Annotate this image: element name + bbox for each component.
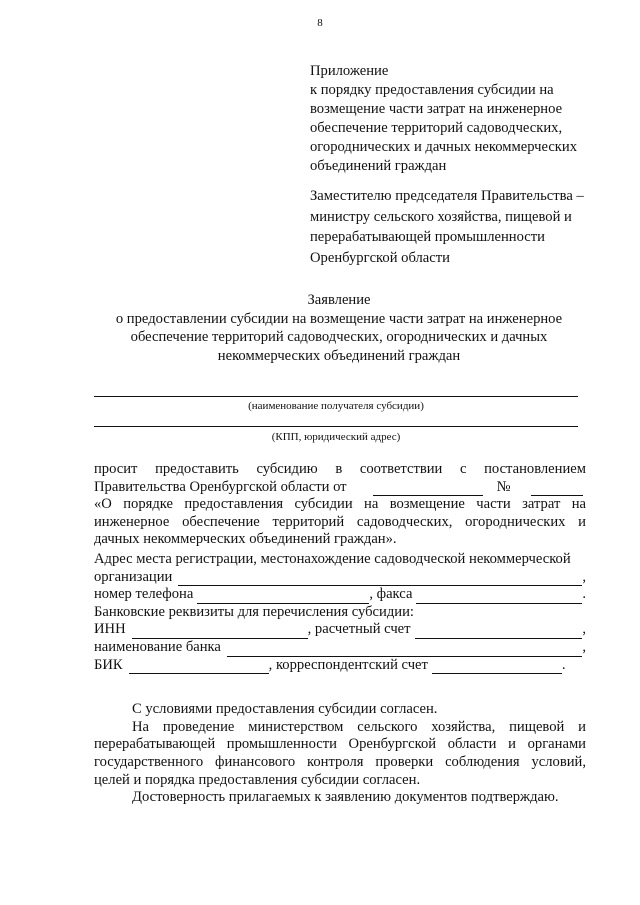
request-line: «О порядке предоставления субсидии на возмещение части затрат на [94,496,586,513]
corr-account-field[interactable] [432,660,562,674]
number-sign: № [496,478,511,495]
request-line: дачных некоммерческих объединений граждан». [94,531,397,548]
kpp-address-field[interactable] [94,426,578,427]
documents-confirmation: Достоверность прилагаемых к заявлению документов подтверждаю. [132,789,559,806]
comma: , [582,621,586,638]
period: . [561,656,566,673]
organization-row [94,569,586,587]
bik-label: БИК [94,656,123,673]
bank-header: Банковские реквизиты для перечисления субсидии: [94,603,414,620]
appendix-line: возмещение части затрат на инженерное [310,100,563,117]
document-title [90,291,588,365]
title-heading: Заявление [307,292,371,308]
addressee-line: перерабатывающей промышленности [310,229,545,245]
inn-account-row [94,621,586,639]
phone-label: номер телефона [94,586,194,603]
bik-field[interactable] [129,660,269,674]
inn-field[interactable] [132,625,308,639]
request-line: просит предоставить субсидию в соответствии с постановлением [94,461,586,477]
address-label: Адрес места регистрации, местонахождение садоводческой некоммерческой [94,550,571,567]
request-line: Правительства Оренбургской области от [94,478,347,495]
application-body [94,461,586,807]
title-line: обеспечение территорий садоводческих, огороднических и дачных [130,329,548,345]
recipient-name-caption: (наименование получателя субсидии) [248,400,424,412]
account-label: , расчетный счет [307,621,411,638]
phone-fax-row [94,586,586,604]
fax-label: , факса [369,586,413,603]
appendix-line: Приложение [310,63,389,79]
appendix-line: к порядку предоставления субсидии на [310,81,554,98]
resolution-date-field[interactable] [373,482,483,496]
inn-label: ИНН [94,621,126,638]
consent-line: На проведение министерством сельского хозяйства, пищевой и [132,718,586,735]
bank-name-row [94,639,586,657]
addressee-line: министру сельского хозяйства, пищевой и [310,208,572,225]
phone-field[interactable] [197,590,369,604]
appendix-line: огороднических и дачных некоммерческих [310,138,578,155]
resolution-date-row [94,479,586,497]
recipient-name-field[interactable] [94,396,578,397]
addressee-block [310,186,600,268]
period: . [582,586,586,603]
addressee-line: Заместителю председателя Правительства – [310,188,584,204]
consent-line: целей и порядка предоставления субсидии согласен. [94,771,421,788]
page-number: 8 [317,17,323,29]
title-line: некоммерческих объединений граждан [217,347,461,364]
account-field[interactable] [415,625,583,639]
bank-name-label: наименование банка [94,638,221,655]
appendix-line: объединений граждан [310,157,447,174]
corr-account-label: , корреспондентский счет [268,656,428,673]
comma: , [582,568,586,585]
request-line: инженерное обеспечение территорий садоводческих, огороднических и [94,513,586,530]
appendix-line: обеспечение территорий садоводческих, [310,119,563,136]
bik-corr-row [94,657,586,675]
title-line: о предоставлении субсидии на возмещение части затрат на инженерное [115,310,563,327]
consent-terms: С условиями предоставления субсидии согласен. [132,701,438,718]
comma: , [582,638,586,655]
consent-line: государственного финансового контроля проверки соблюдения условий, [94,753,586,770]
resolution-number-field[interactable] [531,482,583,496]
kpp-address-caption: (КПП, юридический адрес) [271,431,401,443]
addressee-line: Оренбургской области [310,249,450,266]
organization-address-field[interactable] [178,572,582,586]
fax-field[interactable] [416,590,582,604]
appendix-block [310,62,600,175]
organization-label: организации [94,568,173,585]
bank-name-field[interactable] [227,643,582,657]
consent-line: перерабатывающей промышленности Оренбургской области и органами [94,736,586,753]
